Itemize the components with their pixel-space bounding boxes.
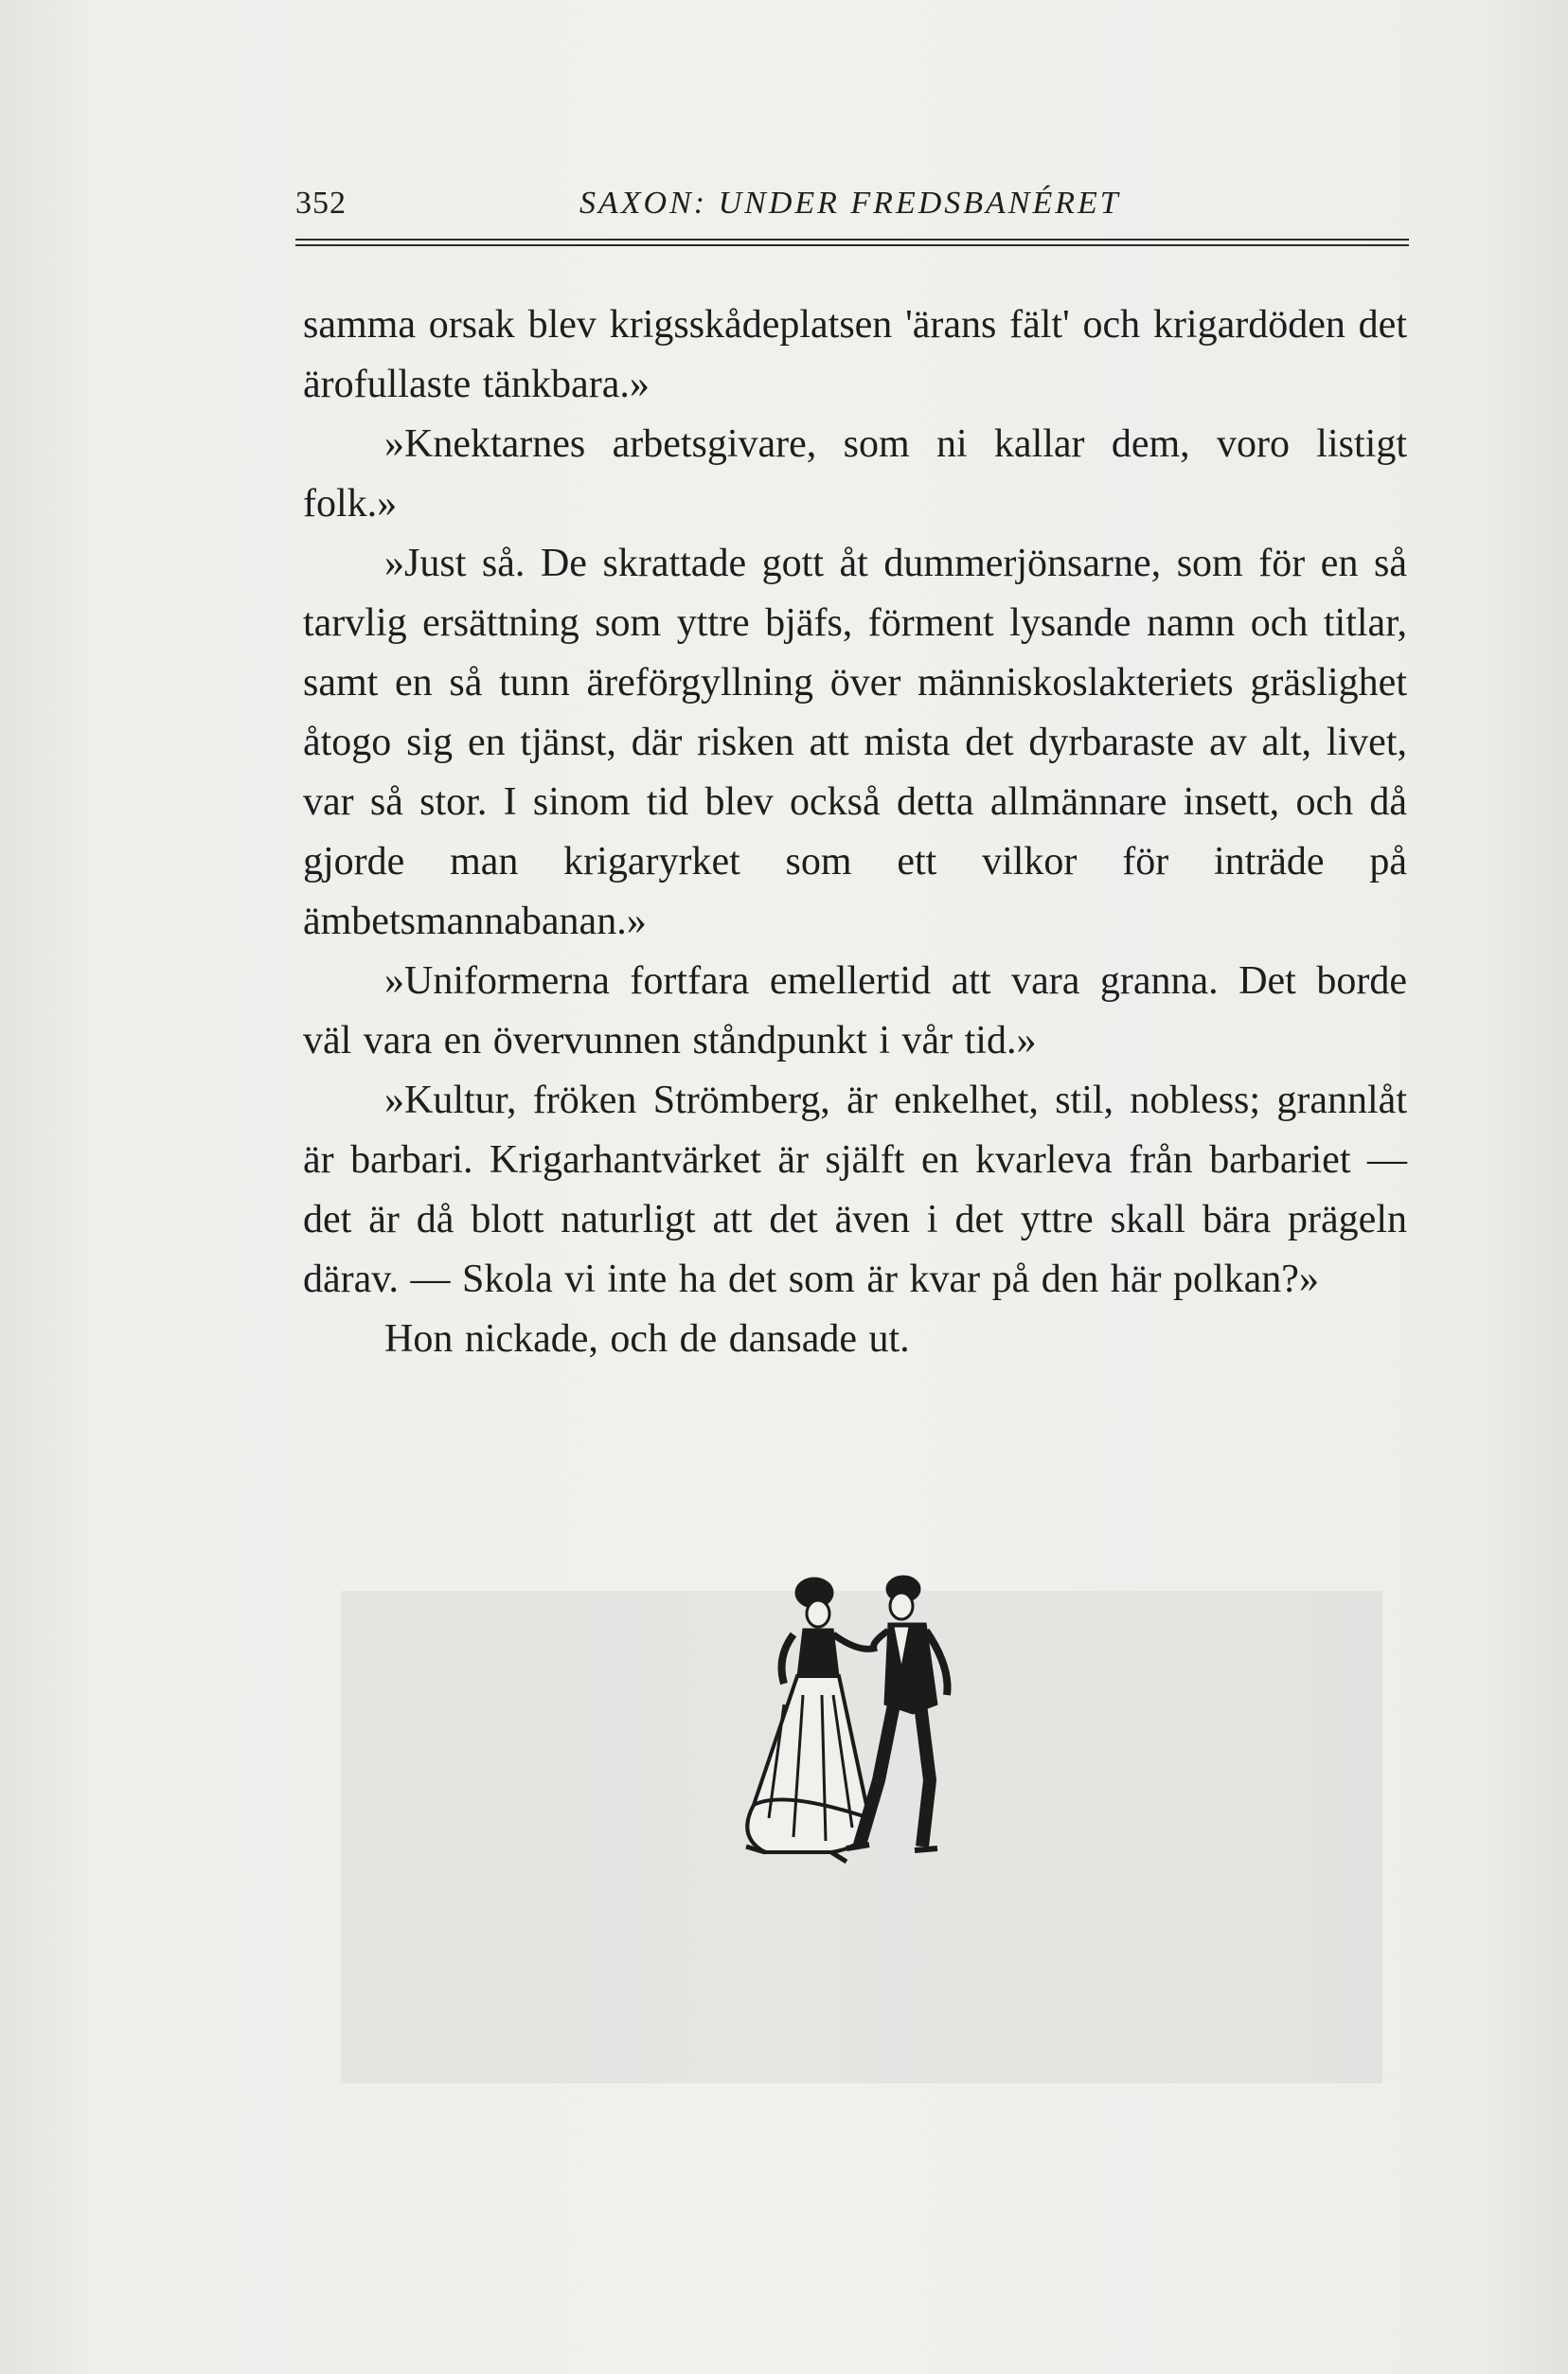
paragraph-3: »Just så. De skrattade gott åt dummerjönsarne, som för en så tarvlig ersättning som yttre bjäfs, förment lysande namn och titlar, samt en så tunn äreförgyllning över människoslakteriets gräslighet åtogo sig en tjänst, där risken att mista det dyrbaraste av alt, livet, var så stor. I sinom tid blev också detta allmännare insett, och då gjorde man krigaryrket som ett vilkor för inträde på ämbetsmannabanan.» [303,542,1407,943]
header-rule-top [295,239,1409,241]
body-text [303,295,1407,1369]
running-title: SAXON: UNDER FREDSBANÉRET [579,186,1121,221]
paragraph-6: Hon nickade, och de dansade ut. [384,1317,910,1361]
paragraph-2: »Knektarnes arbetsgivare, som ni kallar dem, voro listigt folk.» [303,422,1407,526]
header-rule-bottom [295,244,1409,246]
page-header [295,186,1409,231]
paragraph-5: »Kultur, fröken Strömberg, är enkelhet, stil, nobless; grannlåt är barbari. Krigarhantvärket är själft en kvarleva från barbariet — det är då blott naturligt att det även i det yttre skall bära prägeln därav. — Skola vi inte ha det som är kvar på den här polkan?» [303,1079,1407,1301]
paragraph-4: »Uniformerna fortfara emellertid att vara granna. Det borde väl vara en övervunnen ståndpunkt i vår tid.» [303,959,1407,1062]
paragraph-1: samma orsak blev krigsskådeplatsen 'ärans fält' och krigardöden det ärofullaste tänkbara.» [303,303,1407,406]
dancing-couple-illustration-icon [727,1572,1002,1875]
page-number: 352 [295,186,347,221]
woman-figure [746,1578,877,1862]
